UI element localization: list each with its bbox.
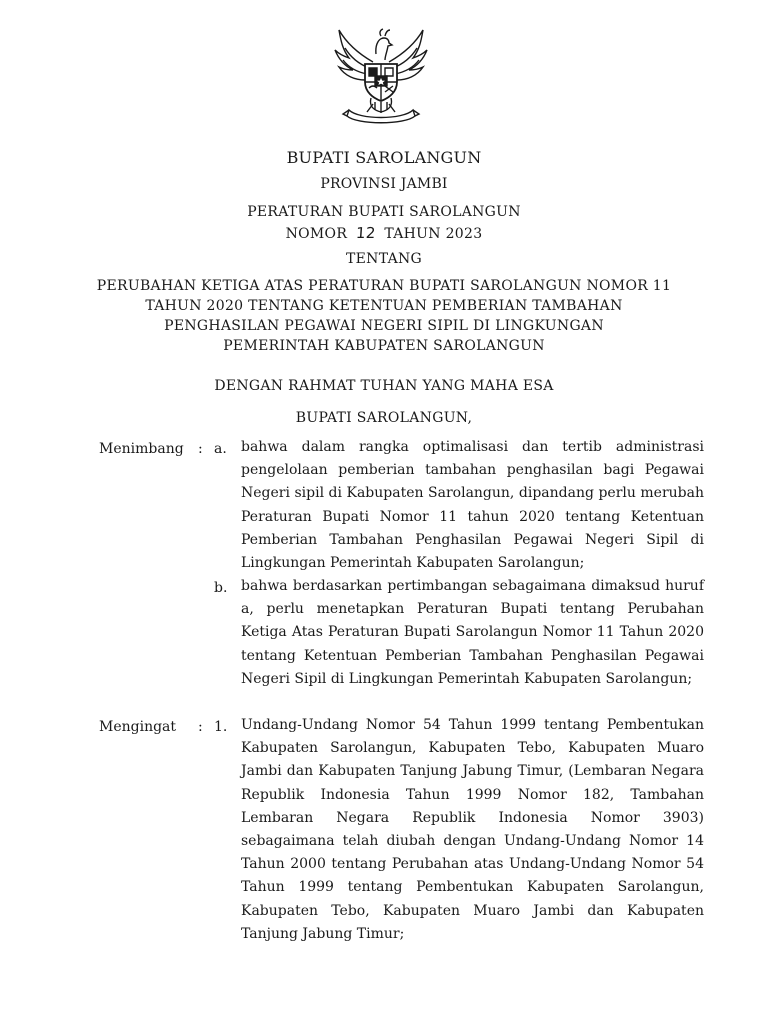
- number-handwritten: 12: [355, 224, 377, 242]
- mengingat-colon: :: [198, 719, 203, 735]
- issuer-heading: BUPATI SAROLANGUN: [286, 148, 482, 167]
- regulation-type: PERATURAN BUPATI SAROLANGUN: [247, 204, 521, 220]
- garuda-emblem-icon: [329, 24, 433, 128]
- item-marker: b.: [214, 580, 228, 596]
- mengingat-label: Mengingat: [99, 719, 177, 735]
- item-marker: a.: [214, 441, 227, 457]
- province-heading: PROVINSI JAMBI: [320, 176, 448, 192]
- menimbang-item-a: bahwa dalam rangka optimalisasi dan tertib administrasi pengelolaan pemberian tambahan penghasilan bagi Pegawai Negeri sipil di Kabupaten Sarolangun, dipandang perlu merubah Peraturan Bupati Nomor 11 tahun 2020 tentang Ketentuan Pemberian Tambahan Penghasilan Pegawai Negeri Sipil di Lingkungan Pemerintah Kabupaten Sarolangun;: [241, 439, 704, 572]
- menimbang-colon: :: [198, 441, 203, 457]
- about-label: TENTANG: [345, 251, 423, 267]
- menimbang-item-b: bahwa berdasarkan pertimbangan sebagaimana dimaksud huruf a, perlu menetapkan Peraturan Bupati tentang Perubahan Ketiga Atas Peraturan Bupati Sarolangun Nomor 11 Tahun 2020 tentang Ketentuan Pemberian Tambahan Penghasilan Pegawai Negeri Sipil di Lingkungan Pemerintah Kabupaten Sarolangun;: [241, 578, 704, 687]
- title-line: PERUBAHAN KETIGA ATAS PERATURAN BUPATI SAROLANGUN NOMOR 11: [96, 278, 672, 294]
- item-marker: 1.: [214, 719, 228, 735]
- menimbang-label: Menimbang: [99, 441, 184, 457]
- number-prefix: NOMOR: [285, 226, 348, 242]
- title-line: TAHUN 2020 TENTANG KETENTUAN PEMBERIAN TAMBAHAN: [145, 298, 623, 314]
- number-year: TAHUN 2023: [384, 226, 483, 242]
- title-line: PEMERINTAH KABUPATEN SAROLANGUN: [223, 338, 545, 354]
- blessing-line: DENGAN RAHMAT TUHAN YANG MAHA ESA: [214, 378, 554, 394]
- title-line: PENGHASILAN PEGAWAI NEGERI SIPIL DI LINGKUNGAN: [164, 318, 604, 334]
- issuer-closing: BUPATI SAROLANGUN,: [295, 410, 473, 426]
- regulation-number: [0, 224, 768, 242]
- mengingat-item-1: Undang-Undang Nomor 54 Tahun 1999 tentang Pembentukan Kabupaten Sarolangun, Kabupaten Tebo, Kabupaten Muaro Jambi dan Kabupaten Tanjung Jabung Timur, (Lembaran Negara Republik Indonesia Tahun 1999 Nomor 182, Tambahan Lembaran Negara Republik Indonesia Nomor 3903) sebagaimana telah diubah dengan Undang-Undang Nomor 14 Tahun 2000 tentang Perubahan atas Undang-Undang Nomor 54 Tahun 1999 tentang Pembentukan Kabupaten Sarolangun, Kabupaten Tebo, Kabupaten Muaro Jambi dan Kabupaten Tanjung Jabung Timur;: [241, 717, 704, 942]
